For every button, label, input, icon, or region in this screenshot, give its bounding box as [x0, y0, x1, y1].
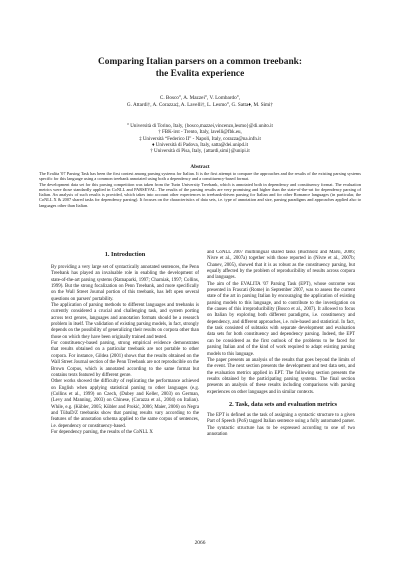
body-paragraph: By providing a very large set of syntactically annotated sentences, the Penn Treebank has played an invaluable role in enabling the development of state-of-the-art parsing systems (Ratnaparki, 1997; Charniak, 1997; Collins, 1999). But the strong focalization on Penn Treebank, and more specifically on the Wall Street Journal portion of this treebank, has left open several questions on parsers' portability.: [51, 265, 199, 302]
body-paragraph: The paper presents an analysis of the results that goes beyond the limits of the event. The next section presents the development and test data sets, and the evaluation metrics applied in EPT. The following section presents the results obtained by the participating parsing systems. The final section presents an analysis of these results including comparisons with parsing experiences on other languages and in similar contexts.: [207, 357, 355, 395]
author-line: G. Attardi†, A. Corazza‡, A. Lavelli†, L. Lesmo°, G. Satta♦, M. Simi†: [126, 101, 274, 108]
body-paragraph: The aim of the EVALITA '07 Parsing Task (EPT), whose outcome was presented in Frascati (Rome) in September 2007, was to assess the current state of the art in parsing Italian by encouraging the application of existing parsing models to this language, and to contribute to the investigation on the causes of this irreproducibility (Bosco et al., 2007). It allowed to focus on Italian by exploring both different paradigms, i.e. constituency and dependency, and different approaches, i.e. rule-based and statistical. In fact, the task consisted of subtasks with separate development and evaluation data sets for both constituency and dependency parsing. Indeed, the EPT can be considered as the first outlook of the problems to be faced for parsing Italian and of the kind of work required to adapt existing parsing models to this language.: [207, 281, 355, 357]
right-column: [207, 250, 355, 532]
author-line: C. Bosco°, A. Mazzei°, V. Lombardo°,: [159, 95, 241, 101]
body-paragraph: The EPT is defined as the task of assigning a syntactic structure to a given Part of Speech (PoS) tagged Italian sentence using a fully automated parser. The syntactic structure has to be expressed according to one of two annotation: [207, 412, 355, 437]
page-number: 2066: [194, 540, 206, 546]
paper-title: [40, 57, 360, 80]
title-line-1: Comparing Italian parsers on a common treebank:: [98, 57, 302, 67]
abstract-paragraph: The development data set for this parsing competition was taken from the Turin University Treebank, which is annotated both in dependency and constituency format. The evaluation metrics were those standardly applied in CoNLL and PARSEVAL. The results of the parsing results are very promising and higher than the state-of-the-art for dependency parsing of Italian. An analysis of such results is provided, which takes into account other experiences in treebank-driven parsing for Italian and for other Romance languages (in particular, the CoNLL X & 2007 shared tasks for dependency parsing). It focuses on the characteristics of data sets, i.e. type of annotation and size, parsing paradigms and approaches applied also to languages other than Italian.: [39, 181, 361, 208]
body-paragraph: The application of parsing methods to different languages and treebanks is currently considered a crucial and challenging task, and system porting across text genres, languages and annotation formats should be a research problem in itself. The validation of existing parsing models, in fact, strongly depends on the possibility of generalizing their results on corpora other than those on which they have been originally trained and tested.: [51, 303, 199, 340]
author-list: [40, 95, 360, 108]
left-column: [51, 250, 199, 532]
abstract-body: [39, 171, 361, 208]
affiliation-line: ‡ Università “Federico II” - Napoli, Italy, corazza@na.infn.it: [139, 136, 261, 142]
body-paragraph: Other works showed the difficulty of replicating the performance achieved on English when applying statistical parsing to other languages (e.g. (Collins et al., 1999) on Czech, (Dubey and Keller, 2003) on German, (Levy and Manning, 2003) on Chinese, (Corazza et al., 2004) on Italian). While, e.g. (Kübler, 2005; Kübler and Prokić, 2006; Maier, 2006) on Negra and TübaD/Z treebanks show that parsing results vary according to the features of the annotation schema applied to the same corpus of sentences, i.e. dependency or constituency-based.: [51, 379, 199, 429]
body-paragraph: For constituency-based parsing, strong empirical evidence demonstrates that results obtained on a particular treebank are not portable to other corpora. For instance, Gildea (2001) shows that the results obtained on the Wall Street Journal section of the Penn Treebank are not reproducible on the Brown Corpus, which is annotated according to the same format but contains texts featured by different genre.: [51, 341, 199, 378]
body-paragraph: and CoNLL 2007 multilingual shared tasks (Buchholz and Marsi, 2006; Nivre et al., 2007a) together with those reported in (Nivre et al., 2007b; Chanev, 2005), showed that it is as robust as the constituency parsing, but equally affected by the problem of reproducibility of results across corpora and languages.: [207, 250, 355, 281]
affiliation-line: ♦ Università di Padova, Italy, satta@dei.unipd.it: [151, 143, 249, 149]
affiliation-line: † FBK-irst - Trento, Italy, lavelli@fbk.eu,: [158, 130, 242, 136]
affiliation-line: † Università di Pisa, Italy, {attardi,simi}@unipi.it: [150, 149, 250, 155]
abstract-paragraph: The Evalita '07 Parsing Task has been the first contest among parsing systems for Italian. It is the first attempt to compare the approaches and the results of the existing parsing systems specific for this language using a common treebank annotated using both a dependency and a constituency-based format.: [39, 171, 361, 182]
title-line-2: the Evalita experience: [155, 68, 245, 79]
affiliation-line: ° Università di Torino, Italy, {bosco,mazzei,vincenzo,lesmo}@di.unito.it: [127, 124, 273, 129]
abstract-heading: Abstract: [190, 164, 210, 170]
body-paragraph: For dependency parsing, the results of the CoNLL X: [51, 429, 153, 435]
section-heading-introduction: 1. Introduction: [104, 251, 146, 258]
affiliation-list: [40, 124, 360, 156]
section-heading-task: 2. Task, data sets and evaluation metrics: [229, 400, 338, 408]
